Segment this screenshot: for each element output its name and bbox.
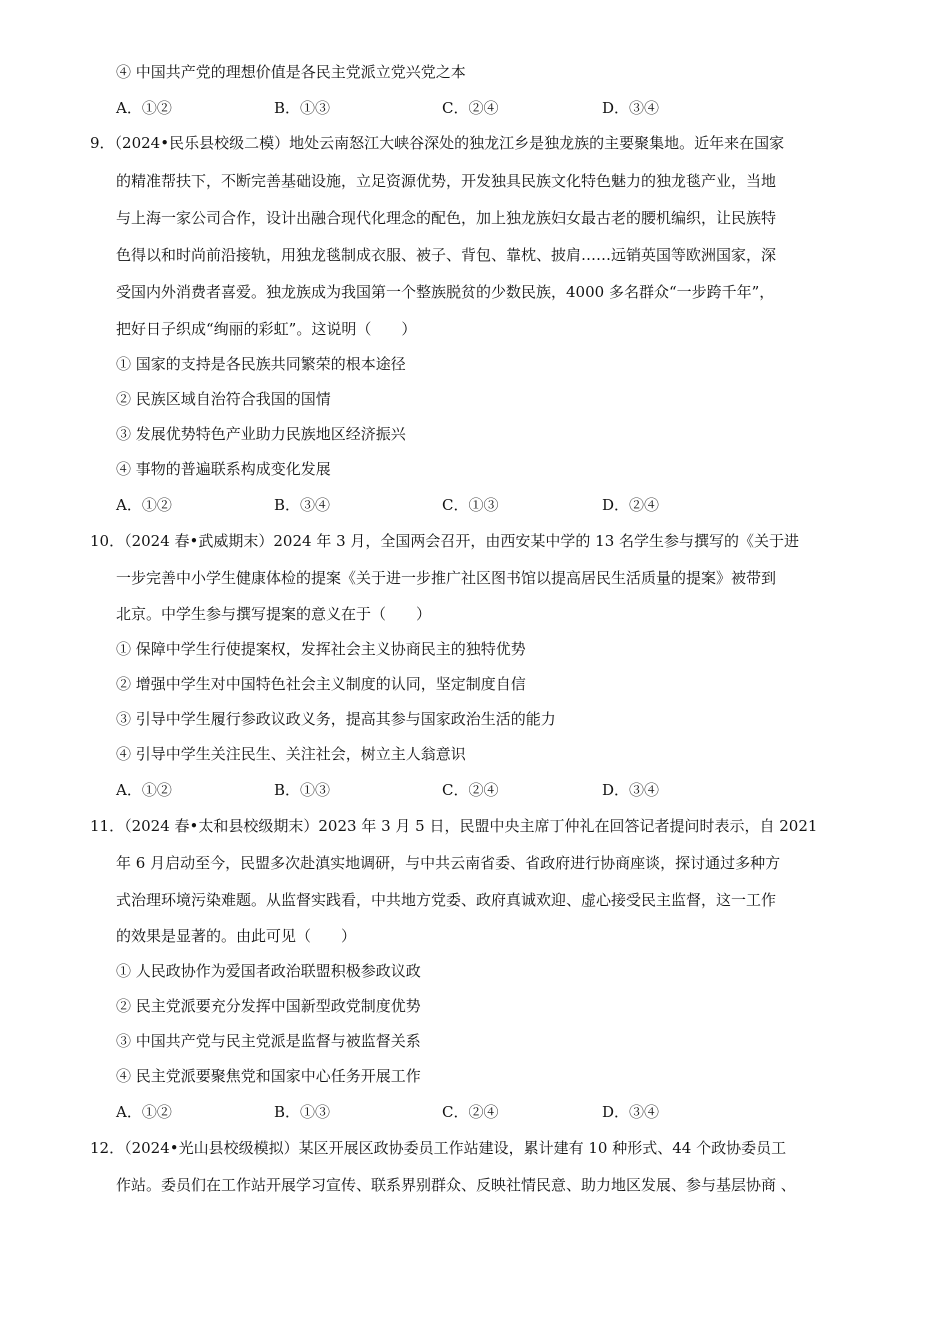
q9-stem-line: 的精准帮扶下，不断完善基础设施，立足资源优势，开发独具民族文化特色魅力的独龙毯产业，当地 (116, 172, 777, 190)
q8-option-b: B．①③ (274, 99, 331, 117)
q10-item-1: ① 保障中学生行使提案权，发挥社会主义协商民主的独特优势 (116, 640, 526, 658)
q11-stem-line: 年 6 月启动至今，民盟多次赴滇实地调研，与中共云南省委、省政府进行协商座谈，探讨通过多种方 (116, 854, 781, 872)
q10-item-2: ② 增强中学生对中国特色社会主义制度的认同，坚定制度自信 (116, 675, 526, 693)
q10-stem-line: 10．（2024 春•武威期末）2024 年 3 月，全国两会召开，由西安某中学的 13 名学生参与撰写的《关于进 (90, 532, 800, 550)
q9-stem-line: 把好日子织成“绚丽的彩虹”。这说明（ ） (116, 320, 417, 338)
q9-item-1: ① 国家的支持是各民族共同繁荣的根本途径 (116, 355, 406, 373)
q11-option-a: A．①② (116, 1103, 172, 1121)
q9-item-3: ③ 发展优势特色产业助力民族地区经济振兴 (116, 425, 406, 443)
q9-option-b: B．③④ (274, 496, 331, 514)
q12-stem-line: 12．（2024•光山县校级模拟）某区开展区政协委员工作站建设，累计建有 10 种形式、44 个政协委员工 (90, 1139, 787, 1157)
q10-stem-line: 北京。中学生参与撰写提案的意义在于（ ） (116, 605, 432, 623)
q10-item-3: ③ 引导中学生履行参政议政义务，提高其参与国家政治生活的能力 (116, 710, 556, 728)
q10-option-a: A．①② (116, 781, 172, 799)
q12-stem-line: 作站。委员们在工作站开展学习宣传、联系界别群众、反映社情民意、助力地区发展、参与基层协商 、 (116, 1176, 796, 1194)
q9-stem-line: 受国内外消费者喜爱。独龙族成为我国第一个整族脱贫的少数民族，4000 多名群众“一步跨千年”， (116, 283, 775, 301)
q10-stem-line: 一步完善中小学生健康体检的提案《关于进一步推广社区图书馆以提高居民生活质量的提案》被带到 (116, 569, 777, 587)
q11-stem-line: 的效果是显著的。由此可见（ ） (116, 927, 357, 945)
q8-option-d: D．③④ (602, 99, 660, 117)
q11-item-4: ④ 民主党派要聚焦党和国家中心任务开展工作 (116, 1067, 421, 1085)
q11-option-c: C．②④ (442, 1103, 499, 1121)
q10-item-4: ④ 引导中学生关注民生、关注社会，树立主人翁意识 (116, 745, 466, 763)
q8-item-4: ④ 中国共产党的理想价值是各民主党派立党兴党之本 (116, 63, 466, 81)
q10-option-c: C．②④ (442, 781, 499, 799)
q9-item-2: ② 民族区域自治符合我国的国情 (116, 390, 331, 408)
q11-stem-line: 11．（2024 春•太和县校级期末）2023 年 3 月 5 日，民盟中央主席丁仲礼在回答记者提问时表示，自 2021 (90, 817, 818, 835)
q11-item-2: ② 民主党派要充分发挥中国新型政党制度优势 (116, 997, 421, 1015)
q10-option-d: D．③④ (602, 781, 660, 799)
q11-option-b: B．①③ (274, 1103, 331, 1121)
q9-stem-line: 色得以和时尚前沿接轨，用独龙毯制成衣服、被子、背包、靠枕、披肩……远销英国等欧洲国家，深 (116, 246, 777, 264)
q11-option-d: D．③④ (602, 1103, 660, 1121)
q9-stem-line: 与上海一家公司合作，设计出融合现代化理念的配色，加上独龙族妇女最古老的腰机编织，让民族特 (116, 209, 777, 227)
q8-option-a: A．①② (116, 99, 172, 117)
q10-option-b: B．①③ (274, 781, 331, 799)
q11-item-3: ③ 中国共产党与民主党派是监督与被监督关系 (116, 1032, 421, 1050)
q9-item-4: ④ 事物的普遍联系构成变化发展 (116, 460, 331, 478)
q11-stem-line: 式治理环境污染难题。从监督实践看，中共地方党委、政府真诚欢迎、虚心接受民主监督，这一工作 (116, 891, 777, 909)
q9-option-c: C．①③ (442, 496, 499, 514)
q11-item-1: ① 人民政协作为爱国者政治联盟积极参政议政 (116, 962, 421, 980)
q9-stem-line: 9．（2024•民乐县校级二模）地处云南怒江大峡谷深处的独龙江乡是独龙族的主要聚集地。近年来在国家 (90, 134, 785, 152)
q8-option-c: C．②④ (442, 99, 499, 117)
q9-option-a: A．①② (116, 496, 172, 514)
q9-option-d: D．②④ (602, 496, 660, 514)
